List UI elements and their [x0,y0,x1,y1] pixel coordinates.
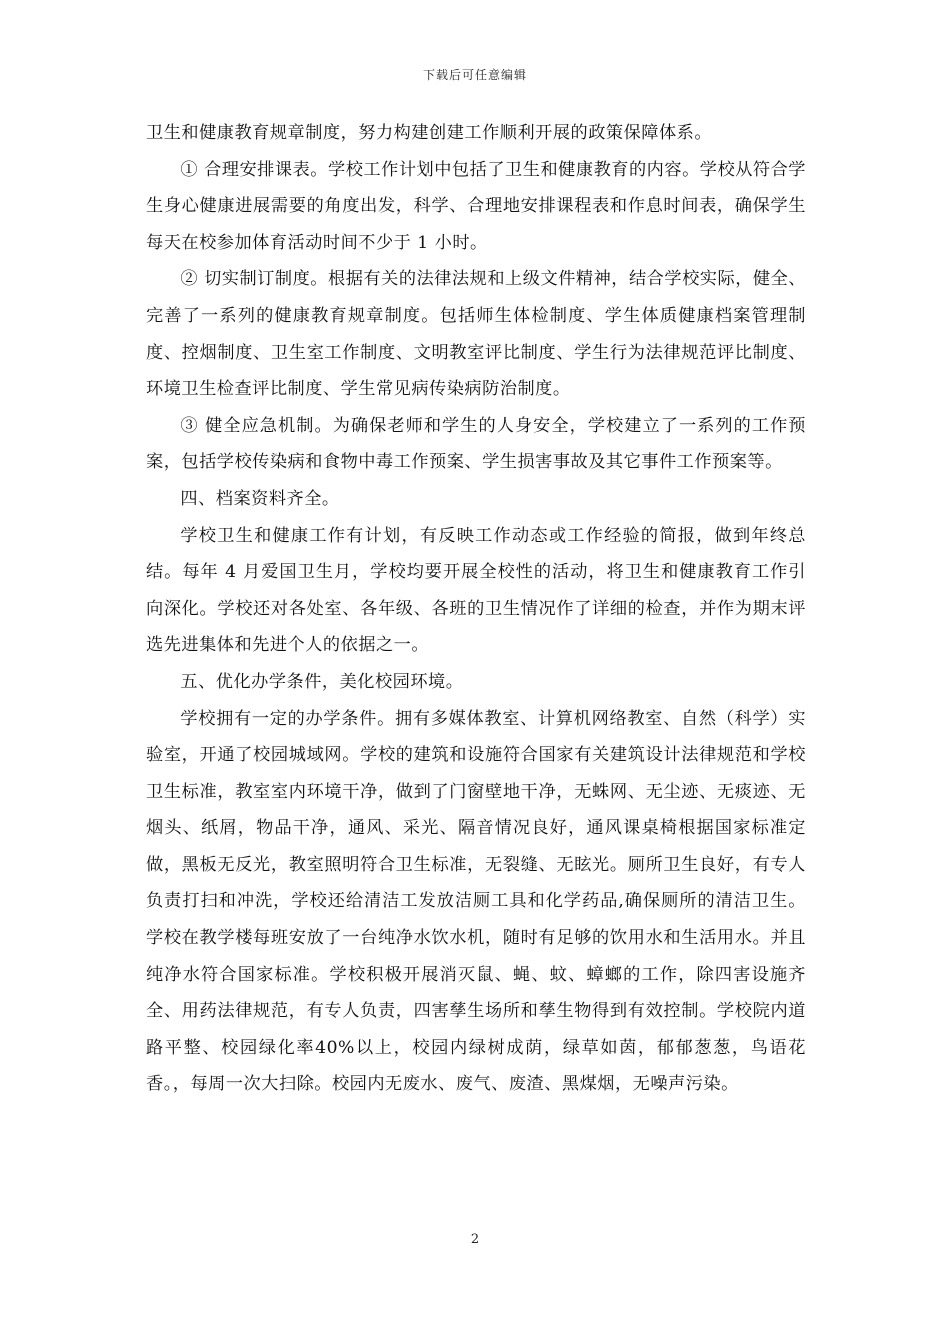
paragraph-2: ① 合理安排课表。学校工作计划中包括了卫生和健康教育的内容。学校从符合学生身心健康进展需要的角度出发，科学、合理地安排课程表和作息时间表，确保学生每天在校参加体育活动时间不少于 1 小时。 [146,159,806,253]
page-header: 下载后可任意编辑 [422,68,527,82]
section-heading-5: 五、优化办学条件，美化校园环境。 [180,671,464,692]
section-heading-4: 四、档案资料齐全。 [180,488,340,509]
document-body [146,115,806,1103]
page-number: 2 [470,1232,480,1247]
paragraph-5: 学校卫生和健康工作有计划，有反映工作动态或工作经验的简报，做到年终总结。每年 4 月爱国卫生月，学校均要开展全校性的活动，将卫生和健康教育工作引向深化。学校还对各处室、各年级、各班的卫生情况作了详细的检查，并作为期末评选先进集体和先进个人的依据之一。 [146,525,806,656]
paragraph-3: ② 切实制订制度。根据有关的法律法规和上级文件精神，结合学校实际，健全、完善了一系列的健康教育规章制度。包括师生体检制度、学生体质健康档案管理制度、控烟制度、卫生室工作制度、文明教室评比制度、学生行为法律规范评比制度、环境卫生检查评比制度、学生常见病传染病防治制度。 [146,269,806,400]
paragraph-6: 学校拥有一定的办学条件。拥有多媒体教室、计算机网络教室、自然（科学）实验室，开通了校园城域网。学校的建筑和设施符合国家有关建筑设计法律规范和学校卫生标准，教室室内环境干净，做到了门窗壁地干净，无蛛网、无尘迹、无痰迹、无烟头、纸屑，物品干净，通风、采光、隔音情况良好，通风课桌椅根据国家标准定做，黑板无反光，教室照明符合卫生标准，无裂缝、无眩光。厕所卫生良好，有专人负责打扫和冲洗，学校还给清洁工发放洁厕工具和化学药品,确保厕所的清洁卫生。学校在教学楼每班安放了一台纯净水饮水机，随时有足够的饮用水和生活用水。并且纯净水符合国家标准。学校积极开展消灭鼠、蝇、蚊、蟑螂的工作，除四害设施齐全、用药法律规范，有专人负责，四害孳生场所和孳生物得到有效控制。学校院内道路平整、校园绿化率40%以上，校园内绿树成荫，绿草如茵，郁郁葱葱，鸟语花香。，每周一次大扫除。校园内无废水、废气、废渣、黑煤烟，无噪声污染。 [146,708,806,1095]
paragraph-1: 卫生和健康教育规章制度，努力构建创建工作顺利开展的政策保障体系。 [146,123,713,143]
paragraph-4: ③ 健全应急机制。为确保老师和学生的人身安全，学校建立了一系列的工作预案，包括学校传染病和食物中毒工作预案、学生损害事故及其它事件工作预案等。 [146,415,806,473]
